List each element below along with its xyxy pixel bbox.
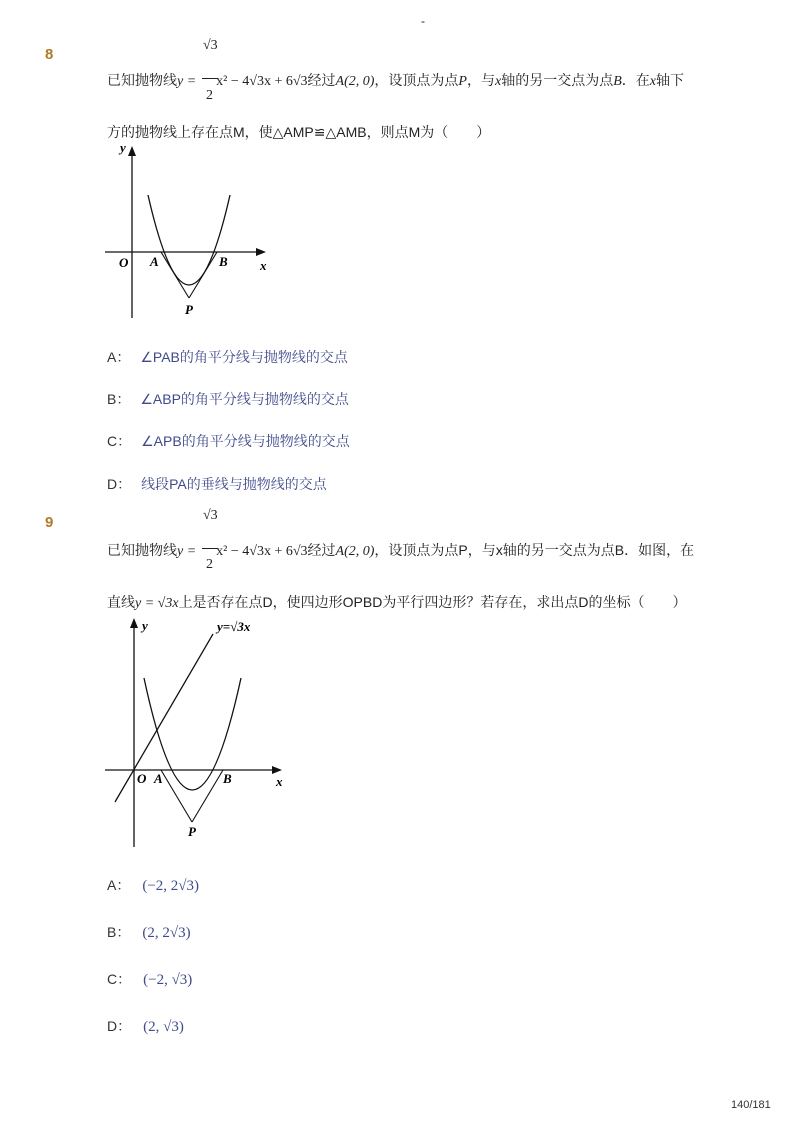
- question-line-2: [107, 592, 686, 612]
- option-a[interactable]: A： ∠PAB的角平分线与抛物线的交点: [107, 349, 348, 365]
- fraction-numerator: √3: [203, 508, 218, 523]
- text: 已知抛物线: [107, 72, 177, 88]
- equation-rest: x² − 4√3x + 6√3: [216, 74, 308, 89]
- text: 上是否存在点D，使四边形OPBD为平行四边形？若存在，求出点D的坐标（ ）: [178, 594, 687, 610]
- text: ，设顶点为点: [374, 72, 459, 88]
- segment-bp: [189, 252, 217, 298]
- option-d[interactable]: D： 线段PA的垂线与抛物线的交点: [107, 476, 327, 492]
- axis-label: x: [649, 74, 656, 89]
- option-b[interactable]: B： (2, 2√3): [107, 924, 191, 941]
- text: 轴的另一交点为点: [501, 72, 614, 88]
- point-a: A(2, 0): [335, 74, 375, 89]
- vertex-label: P: [185, 302, 193, 317]
- segment-ap: [161, 252, 189, 298]
- option-c[interactable]: C： (−2, √3): [107, 971, 193, 988]
- text: ．在: [621, 72, 650, 88]
- question-line-2: 方的抛物线上存在点M，使△AMP≌△AMB，则点M为（ ）: [107, 124, 491, 140]
- point-a-label: A: [150, 254, 159, 269]
- text: 经过: [307, 542, 336, 558]
- x-axis-arrow: [272, 766, 282, 774]
- point-a: A(2, 0): [335, 544, 375, 559]
- vertex-label: P: [458, 74, 467, 89]
- top-mark: -: [421, 14, 425, 28]
- text: ，与: [466, 72, 495, 88]
- line-y-sqrt3x: [115, 634, 213, 802]
- x-axis-arrow: [256, 248, 266, 256]
- segment-bp: [192, 770, 223, 822]
- option-c[interactable]: C： ∠APB的角平分线与抛物线的交点: [107, 433, 350, 449]
- axis-label: x: [494, 74, 502, 89]
- text: 已知抛物线: [107, 542, 177, 558]
- text: ，设顶点为点P，与x轴的另一交点为点B．如图，在: [374, 542, 695, 558]
- y-axis-arrow: [128, 146, 136, 156]
- line-label: y=√3x: [217, 619, 251, 634]
- point-b-label: B: [219, 254, 228, 269]
- equation-lhs: y =: [177, 544, 197, 559]
- x-axis-label: x: [260, 258, 267, 273]
- fraction-numerator: √3: [203, 38, 218, 53]
- text: 经过: [307, 72, 336, 88]
- fraction-denominator: 2: [206, 557, 213, 572]
- y-axis-label: y: [120, 140, 126, 155]
- y-axis-arrow: [130, 618, 138, 628]
- equation-rest: x² − 4√3x + 6√3: [216, 544, 308, 559]
- question-line-1: [107, 70, 684, 90]
- parabola-figure: [100, 140, 280, 320]
- origin-label: O: [137, 771, 147, 786]
- option-a[interactable]: A： (−2, 2√3): [107, 877, 200, 894]
- question-line-1: [107, 540, 694, 560]
- text: 直线: [107, 594, 135, 610]
- y-axis-label: y: [142, 618, 148, 633]
- option-b[interactable]: B： ∠ABP的角平分线与抛物线的交点: [107, 391, 349, 407]
- question-number: 8: [45, 46, 54, 63]
- text: 轴下: [655, 72, 684, 88]
- parabola-line-figure: [100, 612, 300, 852]
- page-number: 140/181: [731, 1099, 771, 1111]
- point-b-label: B: [613, 74, 622, 89]
- line-equation: y = √3x: [135, 596, 179, 611]
- point-a-label: A: [154, 771, 163, 786]
- fraction-denominator: 2: [206, 88, 213, 103]
- x-axis-label: x: [276, 774, 283, 789]
- equation-lhs: y =: [177, 74, 197, 89]
- vertex-label: P: [188, 824, 196, 839]
- option-d[interactable]: D： (2, √3): [107, 1018, 184, 1035]
- parabola: [148, 195, 230, 285]
- question-number: 9: [45, 514, 54, 531]
- point-b-label: B: [223, 771, 232, 786]
- origin-label: O: [119, 255, 129, 270]
